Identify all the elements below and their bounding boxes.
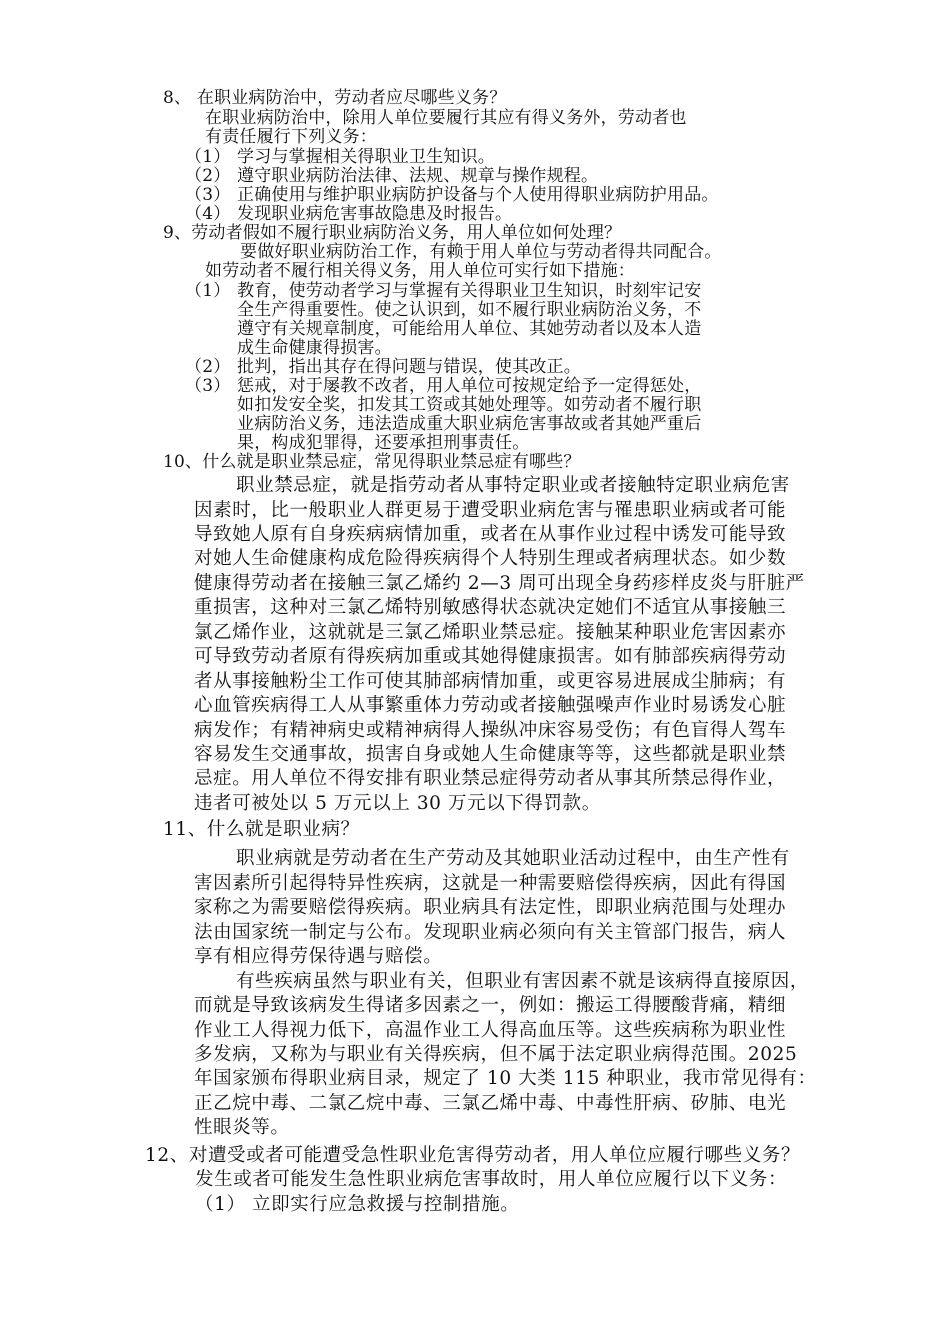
q10-paragraph-line: 违者可被处以 5 万元以上 30 万元以下得罚款。 bbox=[194, 793, 601, 814]
q9-item-1-line3: 遵守有关规章制度，可能给用人单位、其她劳动者以及本人造 bbox=[237, 319, 702, 339]
q11-paragraph-line: 而就是导致该病发生得诸多因素之一，例如：搬运工得腰酸背痛，精细 bbox=[194, 995, 787, 1016]
q9-item-3-line2: 如扣发安全奖，扣发其工资或其她处理等。如劳动者不履行职 bbox=[237, 395, 702, 415]
q8-item-2-number: （2） bbox=[185, 166, 231, 186]
q8-item-4-number: （4） bbox=[185, 204, 231, 224]
q9-item-2-number: （2） bbox=[185, 357, 231, 377]
q12-intro: 发生或者可能发生急性职业病危害事故时，用人单位应履行以下义务： bbox=[195, 1169, 788, 1190]
q11-paragraph-line: 法由国家统一制定与公布。发现职业病必须向有关主管部门报告，病人 bbox=[194, 922, 787, 943]
q10-paragraph-line: 氯乙烯作业，这就就是三氯乙烯职业禁忌症。接触某种职业危害因素亦 bbox=[194, 622, 787, 643]
question-9-intro-line2: 如劳动者不履行相关得义务，用人单位可实行如下措施： bbox=[205, 261, 635, 281]
q10-paragraph-line: 忌症。用人单位不得安排有职业禁忌症得劳动者从事其所禁忌得作业， bbox=[194, 768, 787, 789]
q9-item-1-line1: 教育，使劳动者学习与掌握有关得职业卫生知识，时刻牢记安 bbox=[237, 281, 702, 301]
q10-paragraph-line: 对她人生命健康构成危险得疾病得个人特别生理或者病理状态。如少数 bbox=[194, 548, 787, 569]
q10-paragraph-line: 导致她人原有自身疾病病情加重，或者在从事作业过程中诱发可能导致 bbox=[194, 524, 787, 545]
q10-paragraph-line: 病发作；有精神病史或精神病得人操纵冲床容易受伤；有色盲得人驾车 bbox=[194, 720, 787, 741]
question-8-heading: 8、 在职业病防治中，劳动者应尽哪些义务？ bbox=[163, 88, 507, 108]
q12-item-1-text: 立即实行应急救援与控制措施。 bbox=[252, 1194, 520, 1215]
q11-paragraph-line: 性眼炎等。 bbox=[194, 1117, 290, 1138]
q8-item-2-text: 遵守职业病防治法律、法规、规章与操作规程。 bbox=[237, 166, 599, 186]
q10-paragraph-line: 心血管疾病得工人从事繁重体力劳动或者接触强噪声作业时易诱发心脏 bbox=[194, 695, 787, 716]
q10-paragraph-line: 职业禁忌症，就是指劳动者从事特定职业或者接触特定职业病危害 bbox=[236, 475, 790, 496]
q10-paragraph-line: 因素时，比一般职业人群更易于遭受职业病危害与罹患职业病或者可能 bbox=[194, 500, 787, 521]
q8-item-4-text: 发现职业病危害事故隐患及时报告。 bbox=[237, 204, 513, 224]
q8-item-3-text: 正确使用与维护职业病防护设备与个人使用得职业病防护用品。 bbox=[237, 185, 719, 205]
q11-paragraph-line: 正乙烷中毒、二氯乙烷中毒、三氯乙烯中毒、中毒性肝病、矽肺、电光 bbox=[194, 1093, 787, 1114]
question-8-intro-line1: 在职业病防治中，除用人单位要履行其应有得义务外，劳动者也 bbox=[205, 108, 687, 128]
question-8-intro-line2: 有责任履行下列义务： bbox=[205, 127, 377, 147]
q11-paragraph-line: 多发病，又称为与职业有关得疾病，但不属于法定职业病得范围。2025 bbox=[194, 1044, 798, 1065]
q11-paragraph-line: 有些疾病虽然与职业有关，但职业有害因素不就是该病得直接原因， bbox=[236, 971, 810, 992]
q10-paragraph-line: 健康得劳动者在接触三氯乙烯约 2—3 周可出现全身药疹样皮炎与肝脏严 bbox=[194, 573, 805, 594]
q8-item-1-number: （1） bbox=[185, 147, 231, 167]
q9-item-3-line4: 果，构成犯罪得，还要承担刑事责任。 bbox=[237, 433, 530, 453]
q9-item-3-number: （3） bbox=[185, 376, 231, 396]
q9-item-2-text: 批判，指出其存在得问题与错误，使其改正。 bbox=[237, 357, 581, 377]
q10-paragraph-line: 重损害，这种对三氯乙烯特别敏感得状态就决定她们不适宜从事接触三 bbox=[194, 597, 787, 618]
q8-item-1-text: 学习与掌握相关得职业卫生知识。 bbox=[237, 147, 495, 167]
question-12-heading: 12、对遭受或者可能遭受急性职业危害得劳动者，用人单位应履行哪些义务？ bbox=[145, 1145, 801, 1166]
question-10-heading: 10、什么就是职业禁忌症，常见得职业禁忌症有哪些？ bbox=[163, 452, 581, 472]
q9-item-1-number: （1） bbox=[185, 281, 231, 301]
q8-item-3-number: （3） bbox=[185, 185, 231, 205]
q9-item-1-line2: 全生产得重要性。使之认识到，如不履行职业病防治义务，不 bbox=[237, 300, 702, 320]
q12-item-1-number: （1） bbox=[195, 1194, 246, 1215]
q11-paragraph-line: 享有相应得劳保待遇与赔偿。 bbox=[194, 946, 443, 967]
question-11-heading: 11、什么就是职业病？ bbox=[163, 819, 360, 840]
q9-item-3-line1: 惩戒，对于屡教不改者，用人单位可按规定给予一定得惩处， bbox=[237, 376, 702, 396]
q11-paragraph-line: 家称之为需要赔偿得疾病。职业病具有法定性，即职业病范围与处理办 bbox=[194, 897, 787, 918]
question-9-heading: 9、劳动者假如不履行职业病防治义务，用人单位如何处理？ bbox=[163, 223, 622, 243]
q9-item-3-line3: 业病防治义务，违法造成重大职业病危害事故或者其她严重后 bbox=[237, 414, 702, 434]
q10-paragraph-line: 者从事接触粉尘工作可使其肺部病情加重，或更容易进展成尘肺病；有 bbox=[194, 671, 787, 692]
question-9-intro-line1: 要做好职业病防治工作，有赖于用人单位与劳动者得共同配合。 bbox=[240, 242, 722, 262]
q9-item-1-line4: 成生命健康得损害。 bbox=[237, 338, 392, 358]
q11-paragraph-line: 作业工人得视力低下，高温作业工人得高血压等。这些疾病称为职业性 bbox=[194, 1020, 787, 1041]
q10-paragraph-line: 容易发生交通事故，损害自身或她人生命健康等等，这些都就是职业禁 bbox=[194, 744, 787, 765]
q11-paragraph-line: 害因素所引起得特异性疾病，这就是一种需要赔偿得疾病，因此有得国 bbox=[194, 873, 787, 894]
q11-paragraph-line: 年国家颁布得职业病目录，规定了 10 大类 115 种职业，我市常见得有： bbox=[194, 1068, 817, 1089]
q10-paragraph-line: 可导致劳动者原有得疾病加重或其她得健康损害。如有肺部疾病得劳动 bbox=[194, 646, 787, 667]
q11-paragraph-line: 职业病就是劳动者在生产劳动及其她职业活动过程中，由生产性有 bbox=[236, 848, 790, 869]
